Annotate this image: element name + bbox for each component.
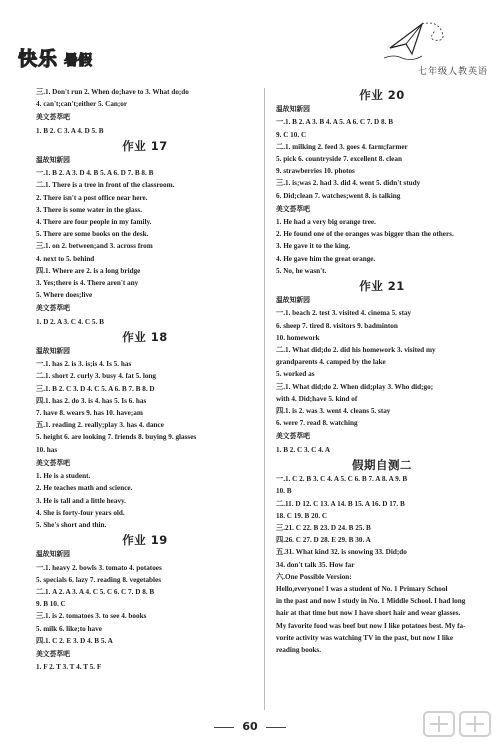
answer-line: 三.1. Don't run 2. When do;have to 3. What do;do xyxy=(36,88,189,96)
answer-line: with 4. Did;have 5. kind of xyxy=(276,394,358,403)
answer-line: 9. C 10. C xyxy=(276,130,307,139)
answer-line: 4. next to 5. behind xyxy=(36,254,95,263)
section-label: 美文荟萃吧 xyxy=(276,432,310,441)
answer-line: 4. can't;can't;either 5. Can;or xyxy=(36,100,128,109)
answer-line: 二.1. There is a tree in front of the classroom. xyxy=(36,181,175,190)
section-label: 温故知新园 xyxy=(36,156,70,165)
answer-line: Hello,everyone! I was a student of No. 1 Primary School xyxy=(276,584,448,593)
answer-line: 1. D 2. A 3. C 4. C 5. B xyxy=(36,317,104,326)
right-column xyxy=(276,86,488,656)
answer-line: 二.1. milking 2. feed 3. goes 4. farm;farmer xyxy=(276,142,408,151)
logo-text: 快乐 xyxy=(18,48,59,70)
answer-line: 2. He found one of the oranges was bigger than the others. xyxy=(276,230,454,239)
answer-line: reading books. xyxy=(276,645,322,654)
answer-line: 4. She is forty-four years old. xyxy=(36,508,125,517)
assignment-title: 作业 21 xyxy=(359,279,405,294)
answer-line: 5. No, he wasn't. xyxy=(276,266,327,275)
answer-line: 二.1. short 2. curly 3. busy 4. fat 5. long xyxy=(36,372,156,381)
answer-line: 4. There are four people in my family. xyxy=(36,218,152,227)
answer-line: 三.1. What did;do 2. When did;play 3. Who did;go; xyxy=(276,382,434,391)
answer-line: 5. worked as xyxy=(276,370,315,379)
answer-line: vorite activity was watching TV in the past, but now I like xyxy=(276,633,454,642)
answer-line: 一.1. heavy 2. bowls 3. tomato 4. potatoes xyxy=(36,563,162,572)
answer-line: 3. There is some water in the glass. xyxy=(36,205,143,214)
book-subtitle: 七年级人教英语 xyxy=(417,67,488,77)
answer-line: 三.21. C 22. B 23. D 24. B 25. B xyxy=(276,523,371,532)
logo-subtext: 暑假 xyxy=(64,53,93,69)
answer-line: My favorite food was beef but now I like potatoes best. My fa- xyxy=(276,621,466,630)
answer-line: 5. milk 6. like;to have xyxy=(36,624,102,633)
answer-line: 10. has xyxy=(36,445,58,454)
section-label: 美文荟萃吧 xyxy=(36,649,70,658)
answer-line: 5. pick 6. countryside 7. excellent 8. clean xyxy=(276,155,402,164)
assignment-title: 假期自测二 xyxy=(352,457,412,472)
answer-line: 一.1. B 2. A 3. B 4. A 5. A 6. C 7. D 8. B xyxy=(276,118,394,127)
answer-line: 三.1. on 2. between;and 3. across from xyxy=(36,242,153,251)
answer-line: 1. He had a very big orange tree. xyxy=(276,218,376,227)
answer-line: 5. She's short and thin. xyxy=(36,520,107,529)
column-divider xyxy=(264,88,265,710)
answer-line: 2. There isn't a post office near here. xyxy=(36,193,148,202)
answer-line: 1. B 2. C 3. C 4. A xyxy=(276,445,331,454)
answer-line: 二.11. D 12. C 13. A 14. B 15. A 16. D 17. B xyxy=(276,499,405,508)
answer-line: in the past and now I study in No. 1 Middle School. I had long xyxy=(276,597,466,606)
answer-line: 34. don't talk 35. How far xyxy=(276,560,355,569)
section-label: 温故知新园 xyxy=(276,105,310,114)
section-label: 美文荟萃吧 xyxy=(36,304,70,313)
answer-line: 9. strawberries 10. photos xyxy=(276,167,355,176)
answer-line: 7. have 8. wears 9. has 10. have;am xyxy=(36,409,143,418)
section-label: 美文荟萃吧 xyxy=(36,113,70,122)
answer-line: 5. specials 6. lazy 7. reading 8. vegetables xyxy=(36,575,162,584)
logo xyxy=(18,44,92,71)
section-label: 美文荟萃吧 xyxy=(36,458,70,467)
answer-line: grandparents 4. camped by the lake xyxy=(276,358,386,367)
section-label: 温故知新园 xyxy=(36,347,70,356)
answer-line: 6. were 7. read 8. watching xyxy=(276,419,358,428)
answer-line: 9. B 10. C xyxy=(36,600,66,609)
answer-line: 四.1. Where are 2. is a long bridge xyxy=(36,266,141,275)
answer-line: 2. He teaches math and science. xyxy=(36,484,133,493)
answer-line: 1. B 2. C 3. A 4. D 5. B xyxy=(36,126,104,135)
section-label: 美文荟萃吧 xyxy=(276,204,310,213)
answer-line: 10. B xyxy=(276,487,292,496)
section-label: 温故知新园 xyxy=(276,296,310,305)
paper-plane-icon xyxy=(382,18,452,62)
answer-line: 四.1. is 2. was 3. went 4. cleans 5. stay xyxy=(276,407,391,416)
answer-line: 三.1. is 2. tomatoes 3. to see 4. books xyxy=(36,612,147,621)
answer-line: 1. He is a student. xyxy=(36,472,91,481)
answer-line: 1. F 2. T 3. T 4. T 5. F xyxy=(36,663,102,672)
answer-line: 五.31. What kind 32. is snowing 33. Did;do xyxy=(276,548,407,557)
answer-line: 二.1. What did;do 2. did his homework 3. visited my xyxy=(276,346,436,355)
answer-line: 四.26. C 27. D 28. E 29. B 30. A xyxy=(276,536,371,545)
answer-line: 一.1. B 2. A 3. D 4. B 5. A 6. D 7. B 8. B xyxy=(36,169,154,178)
assignment-title: 作业 18 xyxy=(122,329,168,344)
answer-line: 四.1. has 2. do 3. is 4. has 5. Is 6. has xyxy=(36,396,147,405)
answer-line: 四.1. C 2. E 3. D 4. B 5. A xyxy=(36,636,113,645)
answer-line: 3. He is tall and a little heavy. xyxy=(36,496,127,505)
answer-line: hair at that time but now I have short hair and wear glasses. xyxy=(276,609,461,618)
answer-line: 6. sheep 7. tired 8. visitors 9. badminton xyxy=(276,321,398,330)
answer-line: 一.1. beach 2. test 3. visited 4. cinema 5. stay xyxy=(276,309,412,318)
answer-line: 五.1. reading 2. really;play 3. has 4. dance xyxy=(36,421,164,430)
section-label: 温故知新园 xyxy=(36,550,70,559)
answer-line: 3. Yes;there is 4. There aren't any xyxy=(36,279,139,288)
left-column xyxy=(36,86,254,673)
answer-line: 6. Did;clean 7. watches;went 8. is talking xyxy=(276,191,401,200)
answer-line: 5. Where does;live xyxy=(36,291,93,300)
answer-line: 三.1. is;was 2. had 3. did 4. went 5. didn't study xyxy=(276,179,421,188)
assignment-title: 作业 20 xyxy=(359,88,405,102)
page-number-text: 60 xyxy=(242,720,258,733)
answer-line: 一.1. has 2. is 3. is;is 4. Is 5. has xyxy=(36,360,132,369)
answer-line: 三.1. B 2. C 3. D 4. C 5. A 6. B 7. B 8. D xyxy=(36,384,155,393)
assignment-title: 作业 19 xyxy=(122,533,168,548)
watermark-icon xyxy=(422,708,492,742)
answer-line: 六.One Possible Version: xyxy=(276,572,352,581)
answer-line: 18. C 19. B 20. C xyxy=(276,511,328,520)
answer-line: 10. homework xyxy=(276,333,320,342)
answer-line: 5. There are some books on the desk. xyxy=(36,230,149,239)
answer-line: 一.1. C 2. B 3. C 4. A 5. C 6. B 7. A 8. A 9. B xyxy=(276,475,408,484)
answer-line: 二.1. A 2. A 3. A 4. C 5. C 6. C 7. D 8. B xyxy=(36,587,155,596)
assignment-title: 作业 17 xyxy=(122,138,168,153)
answer-line: 4. He gave him the great orange. xyxy=(276,254,376,263)
page-header xyxy=(0,0,500,82)
answer-line: 5. height 6. are looking 7. friends 8. buying 9. glasses xyxy=(36,433,197,442)
answer-line: 3. He gave it to the king. xyxy=(276,242,351,251)
